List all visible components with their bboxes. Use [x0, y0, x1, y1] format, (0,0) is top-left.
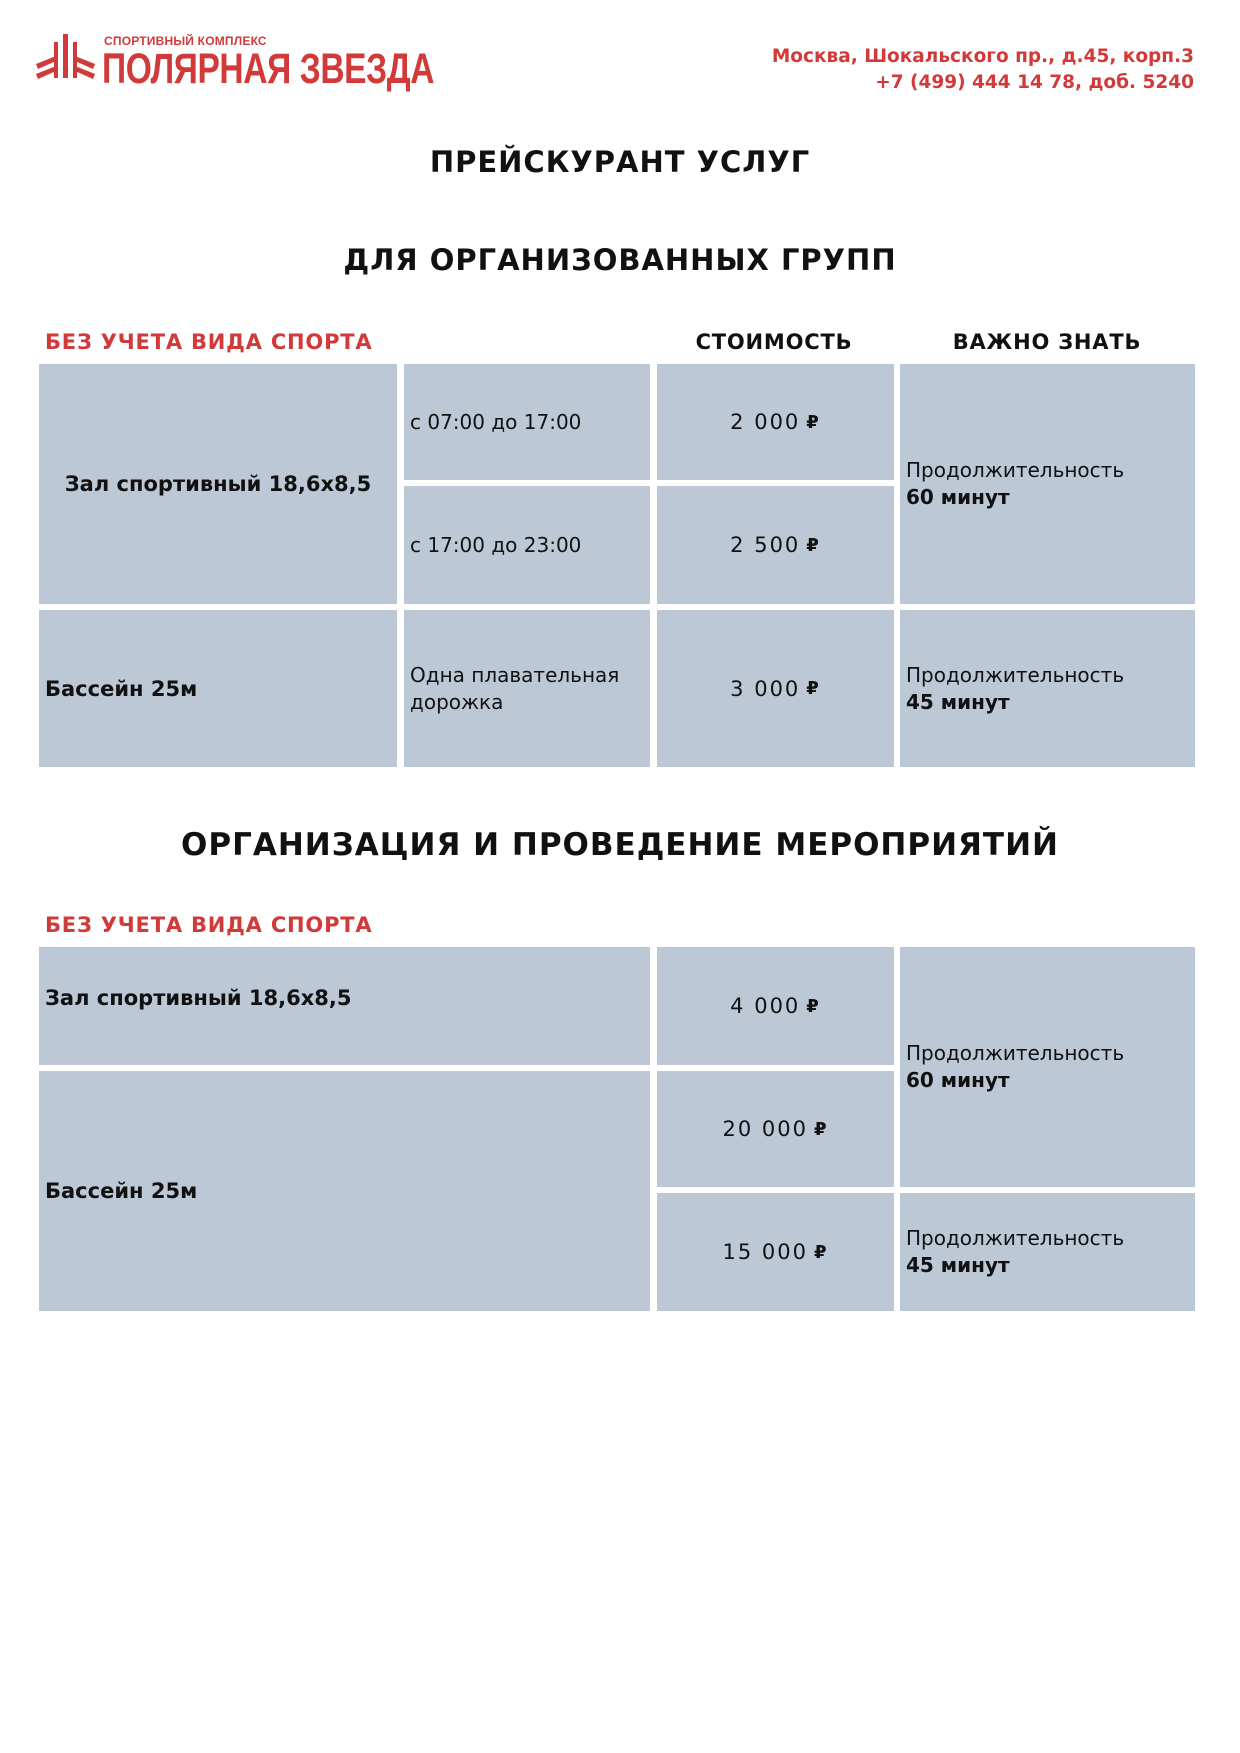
events-heading: ОРГАНИЗАЦИЯ И ПРОВЕДЕНИЕ МЕРОПРИЯТИЙ — [181, 827, 1059, 863]
event-hall-price-cell — [657, 947, 894, 1065]
pool-name: Бассейн 25м — [45, 676, 198, 701]
pool-name-cell — [39, 610, 397, 767]
event-note2-value: 45 минут — [906, 1253, 1010, 1277]
hall-name: Зал спортивный 18,6х8,5 — [64, 472, 372, 496]
events-subheading: БЕЗ УЧЕТА ВИДА СПОРТА — [45, 913, 373, 937]
pool-desc: Одна плавательная дорожка — [410, 662, 620, 714]
hall-note-label: Продолжительность — [906, 458, 1125, 482]
contact-info — [772, 44, 1194, 96]
hall-slot2-cell — [404, 486, 650, 604]
event-pool-price1-cell — [657, 1071, 894, 1187]
event-hall-name-cell — [39, 947, 650, 1065]
hall-note-value: 60 минут — [906, 485, 1010, 509]
pool-note-label: Продолжительность — [906, 662, 1125, 687]
notes-column-header: ВАЖНО ЗНАТЬ — [952, 330, 1142, 354]
pool-note-cell — [900, 610, 1195, 767]
ruble-icon: ₽ — [813, 1118, 829, 1140]
hall-name-cell — [39, 364, 397, 604]
ruble-icon: ₽ — [806, 678, 821, 699]
hall-slot1: с 07:00 до 17:00 — [410, 410, 582, 434]
brand-logo — [36, 34, 435, 94]
groups-heading: ДЛЯ ОРГАНИЗОВАННЫХ ГРУПП — [343, 243, 897, 277]
event-pool-name: Бассейн 25м — [45, 1179, 198, 1203]
ruble-icon: ₽ — [806, 411, 821, 433]
groups-subheading: БЕЗ УЧЕТА ВИДА СПОРТА — [45, 330, 373, 354]
pool-desc-cell — [404, 610, 650, 767]
event-pool-price2-cell — [657, 1193, 894, 1311]
event-hall-name: Зал спортивный 18,6х8,5 — [45, 986, 352, 1010]
hall-price1: 2 000 — [730, 410, 801, 434]
pool-note-value: 45 минут — [906, 689, 1010, 714]
logo-subtitle: СПОРТИВНЫЙ КОМПЛЕКС — [104, 34, 267, 48]
event-note2-label: Продолжительность — [906, 1226, 1125, 1250]
hall-slot1-cell — [404, 364, 650, 480]
event-note1-cell — [900, 947, 1195, 1187]
event-pool-price2: 15 000 — [722, 1240, 808, 1264]
hall-price1-cell — [657, 364, 894, 480]
pool-price-cell — [657, 610, 894, 767]
phone: +7 (499) 444 14 78, доб. 5240 — [875, 72, 1194, 93]
event-pool-price1: 20 000 — [722, 1117, 808, 1141]
logo-title: ПОЛЯРНАЯ ЗВЕЗДА — [102, 45, 435, 93]
address: Москва, Шокальского пр., д.45, корп.3 — [771, 46, 1194, 67]
pool-price: 3 000 — [730, 676, 801, 701]
ruble-icon: ₽ — [806, 995, 821, 1017]
price-column-header: СТОИМОСТЬ — [695, 330, 853, 354]
hall-price2-cell — [657, 486, 894, 604]
hall-slot2: с 17:00 до 23:00 — [410, 533, 582, 557]
event-hall-price: 4 000 — [730, 994, 801, 1018]
event-note2-cell — [900, 1193, 1195, 1311]
ruble-icon: ₽ — [806, 534, 821, 556]
page-title: ПРЕЙСКУРАНТ УСЛУГ — [429, 145, 811, 179]
event-note1-label: Продолжительность — [906, 1041, 1125, 1065]
hall-price2: 2 500 — [730, 533, 801, 557]
event-pool-name-cell — [39, 1071, 650, 1311]
hall-note-cell — [900, 364, 1195, 604]
event-note1-value: 60 минут — [906, 1068, 1010, 1092]
ruble-icon: ₽ — [813, 1241, 829, 1263]
star-logo-icon — [36, 34, 96, 86]
